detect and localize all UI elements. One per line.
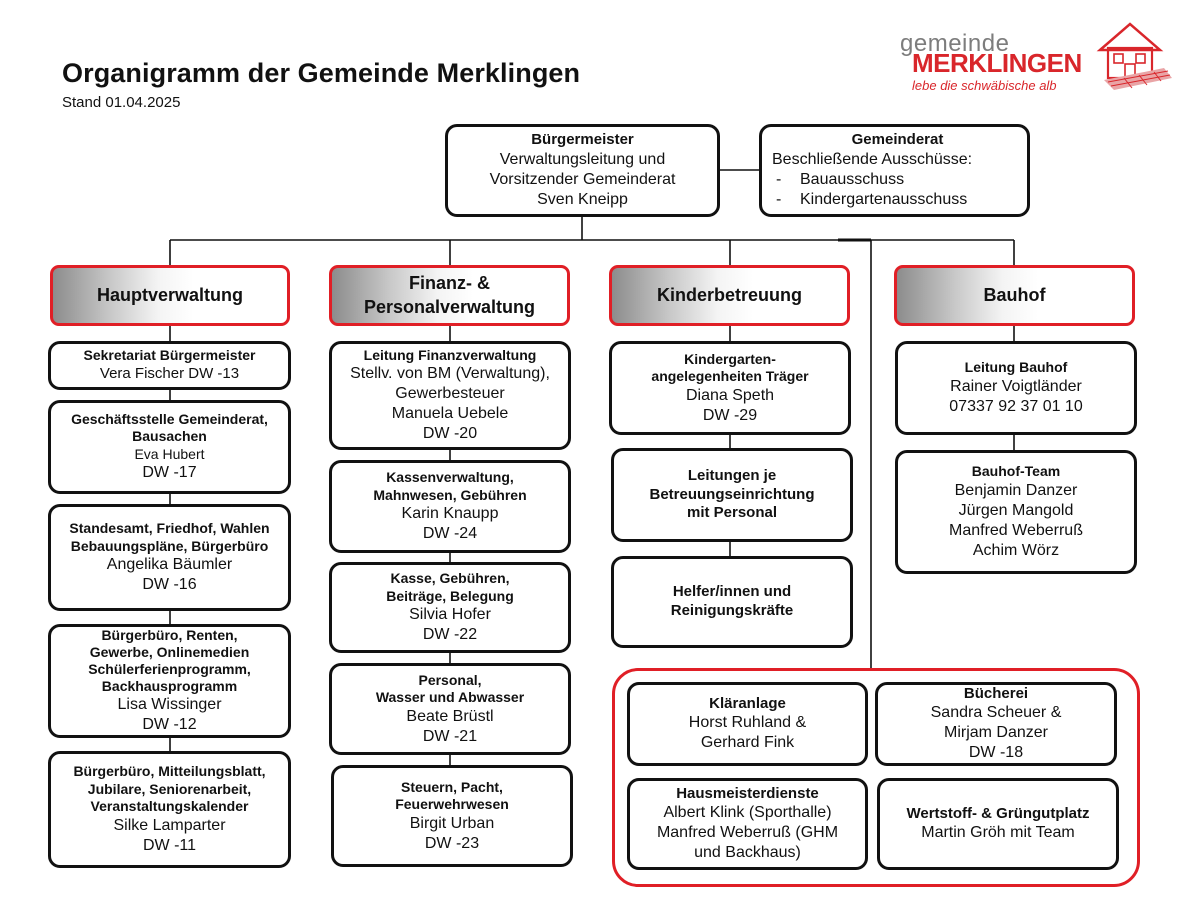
page-title: Organigramm der Gemeinde Merklingen <box>62 58 581 88</box>
department-title-line1: Finanz- & <box>409 273 490 294</box>
logo-slogan-text: lebe die schwäbische alb <box>912 78 1057 93</box>
unit-title-line: Kindergarten- <box>684 350 776 367</box>
department-header-bauhof <box>894 265 1135 326</box>
unit-title-line: Bausachen <box>132 428 207 445</box>
unit-title: Kläranlage <box>709 694 786 712</box>
unit-title: Bauhof-Team <box>971 463 1061 480</box>
unit-person: Eva Hubert <box>134 445 205 462</box>
unit-title-line: Feuerwehrwesen <box>395 796 509 812</box>
buergermeister-line2: Vorsitzender Gemeinderat <box>489 170 676 188</box>
unit-title-line: Bebauungspläne, Bürgerbüro <box>70 537 269 554</box>
unit-extension: DW -11 <box>142 836 197 854</box>
unit-title-line: Geschäftsstelle Gemeinderat, <box>71 410 268 427</box>
unit-description-line: Gewerbesteuer <box>395 385 505 403</box>
unit-kasse <box>329 562 571 653</box>
unit-title-line: Kasse, Gebühren, <box>390 570 510 586</box>
unit-title-line: Personal, <box>418 671 482 688</box>
unit-leitungen-betreuung <box>611 448 853 542</box>
unit-title-line: Standesamt, Friedhof, Wahlen <box>69 520 270 536</box>
ausschuss-list <box>772 170 967 210</box>
unit-person: Silvia Hofer <box>409 606 491 623</box>
unit-title-line: Bürgerbüro, Renten, <box>101 627 238 644</box>
unit-bauhof-team <box>895 450 1137 574</box>
unit-wertstoff-gruengut <box>877 778 1119 870</box>
unit-person: Beate Brüstl <box>406 707 494 725</box>
unit-title-line: Bürgerbüro, Mitteilungsblatt, <box>73 763 266 780</box>
gemeinderat-subtitle: Beschließende Ausschüsse: <box>772 150 973 168</box>
unit-person: Mirjam Danzer <box>943 724 1048 742</box>
team-member: Achim Wörz <box>972 541 1060 559</box>
department-title-line2: Personalverwaltung <box>363 296 536 317</box>
unit-buergerbuero-mitteilungsblatt <box>48 751 291 868</box>
unit-title-line: Steuern, Pacht, <box>401 778 503 795</box>
unit-person: Gerhard Fink <box>700 734 795 752</box>
unit-extension: DW -20 <box>422 425 478 443</box>
gemeinderat-title: Gemeinderat <box>851 131 944 149</box>
unit-klaeranlage <box>627 682 868 766</box>
buergermeister-name: Sven Kneipp <box>537 190 628 208</box>
unit-extension: DW -17 <box>142 464 197 482</box>
unit-title-line: Wasser und Abwasser <box>375 689 525 705</box>
unit-kassenverwaltung <box>329 460 571 553</box>
unit-title-line: Backhausprogramm <box>101 677 238 694</box>
unit-person: Rainer Voigtländer <box>950 377 1082 395</box>
unit-person: Horst Ruhland & <box>688 714 807 732</box>
department-header-hauptverwaltung <box>50 265 290 326</box>
department-title: Hauptverwaltung <box>96 284 243 305</box>
unit-helfer-reinigung <box>611 556 853 648</box>
unit-geschaeftsstelle <box>48 400 291 494</box>
unit-leitung-finanzverwaltung <box>329 341 571 450</box>
gemeinderat-box <box>759 124 1030 217</box>
unit-title-line: Mahnwesen, Gebühren <box>373 486 527 503</box>
unit-extension: DW -21 <box>422 727 478 745</box>
unit-title-line: Jubilare, Seniorenarbeit, <box>87 780 252 797</box>
unit-extension: DW -12 <box>142 715 197 733</box>
unit-person: und Backhaus) <box>694 844 801 862</box>
unit-steuern <box>331 765 573 867</box>
unit-hausmeisterdienste <box>627 778 868 870</box>
unit-person: Lisa Wissinger <box>117 695 222 713</box>
page-subtitle: Stand 01.04.2025 <box>62 94 181 111</box>
unit-leitung-bauhof <box>895 341 1137 435</box>
ausschuss-item: - Kindergartenausschuss <box>772 190 967 210</box>
logo-gemeinde-text: gemeinde <box>900 30 1010 57</box>
unit-title-line: Kassenverwaltung, <box>386 469 514 485</box>
unit-standesamt <box>48 504 291 611</box>
unit-sekretariat <box>48 341 291 390</box>
unit-kindergarten-traeger <box>609 341 851 435</box>
department-header-finanz <box>329 265 570 326</box>
unit-buecherei <box>875 682 1117 766</box>
unit-title-line: Helfer/innen und <box>672 583 792 601</box>
unit-person: Diana Speth <box>685 386 775 404</box>
unit-description-line: Stellv. von BM (Verwaltung), <box>350 365 550 383</box>
unit-person: Birgit Urban <box>409 814 495 832</box>
unit-person: Martin Gröh mit Team <box>921 824 1075 842</box>
unit-extension: DW -23 <box>424 834 480 852</box>
unit-person: Albert Klink (Sporthalle) <box>663 804 832 822</box>
unit-title: Leitung Bauhof <box>964 359 1068 376</box>
unit-title-line: angelegenheiten Träger <box>651 368 809 384</box>
unit-title-line: Beiträge, Belegung <box>386 587 514 604</box>
unit-person: Karin Knaupp <box>401 505 499 522</box>
unit-phone: 07337 92 37 01 10 <box>949 397 1083 415</box>
unit-person: Angelika Bäumler <box>106 556 233 573</box>
unit-person: Manuela Uebele <box>391 405 509 423</box>
unit-title: Sekretariat Bürgermeister <box>83 347 256 364</box>
unit-title: Bücherei <box>963 684 1029 702</box>
unit-extension: DW -29 <box>702 406 758 424</box>
unit-title-line: Schülerferienprogramm, <box>88 661 251 677</box>
department-title: Kinderbetreuung <box>656 284 802 305</box>
unit-title-line: Veranstaltungskalender <box>90 798 249 815</box>
logo-name-text: MERKLINGEN <box>912 48 1082 78</box>
unit-person: Sandra Scheuer & <box>930 704 1062 722</box>
unit-title-line: Betreuungseinrichtung <box>649 485 815 503</box>
unit-extension: DW -16 <box>142 576 197 593</box>
ausschuss-item: - Bauausschuss <box>772 170 967 190</box>
unit-personal <box>329 663 571 755</box>
unit-title: Hausmeisterdienste <box>676 784 819 802</box>
unit-title-line: Gewerbe, Onlinemedien <box>89 644 250 661</box>
team-member: Manfred Weberruß <box>949 521 1083 539</box>
unit-title-line: mit Personal <box>686 504 778 522</box>
team-member: Jürgen Mangold <box>958 501 1074 519</box>
unit-person: Manfred Weberruß (GHM <box>656 824 839 842</box>
unit-extension: DW -22 <box>422 626 478 643</box>
unit-extension: DW -18 <box>968 744 1024 762</box>
buergermeister-title: Bürgermeister <box>531 131 634 149</box>
unit-buergerbuero-renten <box>48 624 291 738</box>
unit-title: Wertstoff- & Grüngutplatz <box>906 804 1090 822</box>
buergermeister-box <box>445 124 720 217</box>
department-title: Bauhof <box>983 284 1046 305</box>
team-member: Benjamin Danzer <box>954 481 1078 499</box>
unit-title-line: Reinigungskräfte <box>670 602 794 619</box>
unit-person: Vera Fischer DW -13 <box>99 364 240 382</box>
unit-title: Leitung Finanzverwaltung <box>363 346 537 363</box>
unit-person: Silke Lamparter <box>113 816 226 834</box>
unit-title-line: Leitungen je <box>687 466 777 484</box>
department-header-kinderbetreuung <box>609 265 850 326</box>
unit-extension: DW -24 <box>422 525 478 542</box>
buergermeister-line1: Verwaltungsleitung und <box>499 150 666 168</box>
